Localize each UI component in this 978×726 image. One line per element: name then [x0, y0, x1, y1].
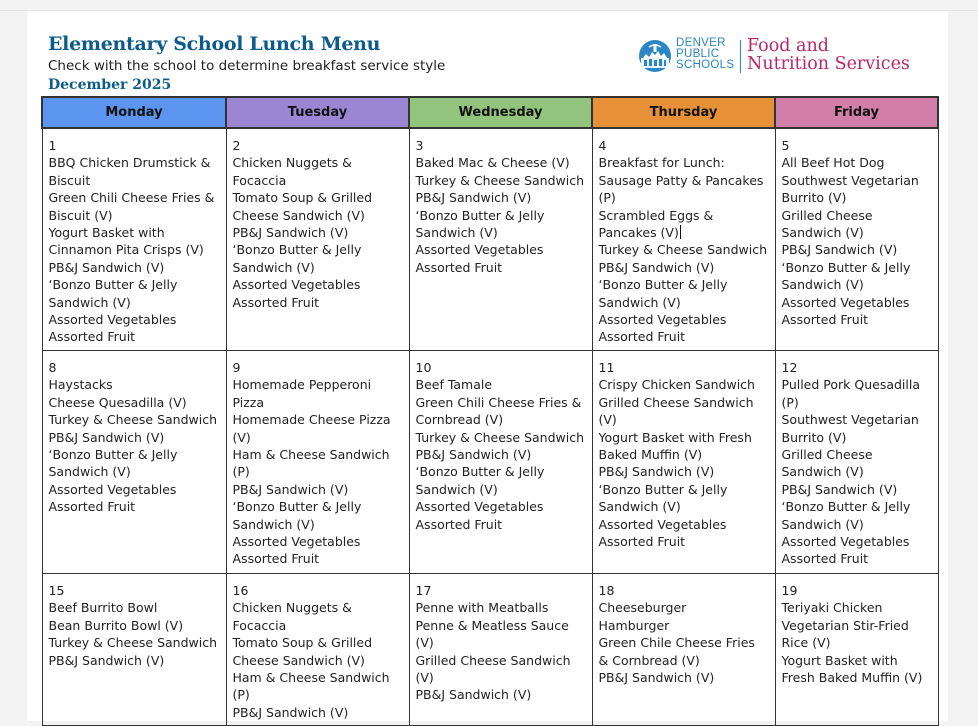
menu-item: [49, 376, 220, 393]
menu-item: [416, 446, 586, 463]
menu-item: [49, 276, 220, 311]
menu-item: [599, 634, 769, 669]
day-number: 5: [781, 138, 790, 153]
menu-item-text: ‘Bonzo Butter & Jelly Sandwich (V): [415, 207, 545, 241]
menu-item-text: Turkey & Cheese Sandwich: [48, 412, 218, 428]
menu-item-text: Assorted Fruit: [781, 312, 869, 328]
menu-item: [782, 259, 932, 294]
menu-item: [782, 207, 932, 242]
menu-item: [416, 498, 586, 515]
menu-item-text: Haystacks: [48, 377, 113, 393]
menu-item: [233, 154, 403, 189]
menu-item: [416, 686, 586, 703]
menu-item-text: ‘Bonzo Butter & Jelly Sandwich (V): [781, 259, 911, 293]
day-cell[interactable]: [226, 128, 409, 350]
menu-item-text: Baked Mac & Cheese (V): [415, 155, 570, 171]
menu-item: [782, 652, 932, 687]
menu-item-text: ‘Bonzo Butter & Jelly Sandwich (V): [48, 446, 178, 480]
page-subtitle: Check with the school to determine breakfast service style: [48, 58, 446, 74]
menu-item-text: Tomato Soup & Grilled Cheese Sandwich (V): [232, 635, 373, 668]
day-header-row: [42, 97, 938, 128]
menu-body: [42, 128, 938, 726]
menu-item: [416, 652, 586, 687]
menu-item-text: Bean Burrito Bowl (V): [48, 617, 184, 633]
menu-item: [233, 481, 403, 498]
menu-item-text: Yogurt Basket with Fresh Baked Muffin (V): [598, 429, 752, 462]
menu-item-text: Cheeseburger: [598, 600, 687, 616]
fns-line: Nutrition Services: [747, 54, 910, 74]
menu-item: [782, 294, 932, 311]
day-number: 2: [232, 138, 241, 153]
menu-item: [49, 652, 220, 669]
menu-item-text: PB&J Sandwich (V): [598, 669, 715, 685]
day-cell[interactable]: [592, 573, 775, 725]
menu-item-text: Assorted Fruit: [415, 516, 503, 532]
menu-item-text: Assorted Fruit: [781, 551, 869, 567]
menu-item-text: ‘Bonzo Butter & Jelly Sandwich (V): [781, 499, 911, 532]
menu-item-text: Southwest Vegetarian Burrito (V): [781, 172, 919, 206]
menu-item: [233, 411, 403, 446]
page-title: Elementary School Lunch Menu: [48, 33, 381, 55]
menu-item: [416, 463, 586, 498]
menu-item-text: Homemade Cheese Pizza (V): [232, 412, 391, 445]
dps-emblem-icon: [638, 39, 672, 73]
menu-item-text: Grilled Cheese Sandwich (V): [781, 207, 873, 241]
menu-item: [49, 259, 220, 276]
menu-item-text: PB&J Sandwich (V): [415, 687, 532, 703]
menu-item-text: Crispy Chicken Sandwich: [598, 377, 755, 393]
menu-item-text: Ham & Cheese Sandwich (P): [232, 446, 390, 480]
menu-item: [782, 533, 932, 550]
menu-item-text: Tomato Soup & Grilled Cheese Sandwich (V): [232, 190, 373, 223]
menu-item-text: Green Chile Cheese Fries & Cornbread (V): [598, 635, 755, 668]
menu-item: [782, 172, 932, 207]
menu-item-text: Assorted Fruit: [232, 551, 320, 567]
menu-item-text: Homemade Pepperoni Pizza: [232, 377, 372, 410]
header-thursday: Thursday: [592, 97, 775, 128]
menu-item-text: Beef Tamale: [415, 377, 493, 393]
menu-item: [782, 550, 932, 567]
menu-item: [416, 429, 586, 446]
menu-item: [599, 463, 769, 480]
menu-item: [599, 669, 769, 686]
menu-item-text: PB&J Sandwich (V): [232, 704, 349, 720]
menu-item: [416, 516, 586, 533]
menu-item: [233, 498, 403, 533]
menu-item: [782, 311, 932, 328]
menu-item: [599, 154, 769, 171]
menu-item: [233, 533, 403, 550]
menu-item-text: Yogurt Basket with Fresh Baked Muffin (V): [781, 652, 923, 685]
menu-item: [49, 429, 220, 446]
day-number: 10: [415, 359, 432, 375]
menu-item-text: PB&J Sandwich (V): [781, 242, 898, 258]
menu-item: [599, 533, 769, 550]
menu-item: [599, 328, 769, 345]
week-row: [42, 573, 938, 725]
header-monday: Monday: [42, 97, 226, 128]
menu-item-text: Green Chili Cheese Fries & Biscuit (V): [48, 190, 215, 223]
menu-item: [233, 294, 403, 311]
menu-item-text: Assorted Fruit: [48, 499, 136, 515]
day-number: 18: [598, 582, 615, 598]
day-number: 17: [415, 582, 432, 598]
menu-item: [233, 550, 403, 567]
menu-item-text: PB&J Sandwich (V): [48, 429, 165, 445]
menu-item-text: Assorted Vegetables: [232, 277, 361, 293]
menu-item-text: BBQ Chicken Drumstick & Biscuit: [48, 155, 211, 188]
menu-item: [49, 481, 220, 498]
menu-item-text: Assorted Vegetables: [415, 499, 544, 515]
menu-item-text: Yogurt Basket with Cinnamon Pita Crisps (V): [48, 225, 204, 258]
menu-item-text: Scrambled Eggs & Pancakes (V): [598, 207, 714, 241]
menu-item-text: Grilled Cheese Sandwich (V): [781, 446, 873, 480]
day-cell[interactable]: [592, 350, 775, 573]
menu-item-text: PB&J Sandwich (V): [415, 446, 532, 462]
menu-item-text: Assorted Fruit: [598, 533, 686, 549]
day-number: 19: [781, 582, 798, 598]
day-number: 12: [781, 359, 798, 375]
menu-item-text: Assorted Fruit: [598, 329, 686, 345]
menu-item: [416, 189, 586, 206]
menu-item-text: PB&J Sandwich (V): [598, 259, 715, 275]
menu-item-text: Sausage Patty & Pancakes (P): [598, 172, 764, 206]
menu-item: [782, 617, 932, 652]
text-cursor: [680, 225, 681, 239]
menu-item-text: Beef Burrito Bowl: [48, 600, 158, 616]
menu-item: [233, 276, 403, 293]
menu-item-text: Ham & Cheese Sandwich (P): [232, 669, 390, 703]
menu-item: [233, 704, 403, 721]
menu-item-text: Assorted Vegetables: [232, 533, 361, 549]
logo: [638, 37, 923, 77]
menu-item-text: Chicken Nuggets & Focaccia: [232, 600, 352, 633]
menu-item: [49, 328, 220, 345]
day-cell[interactable]: [592, 128, 775, 350]
day-cell[interactable]: [42, 128, 226, 350]
menu-item: [233, 634, 403, 669]
menu-item: [599, 172, 769, 207]
menu-item: [599, 311, 769, 328]
menu-item-text: Cheese Quesadilla (V): [48, 394, 187, 410]
menu-item: [49, 498, 220, 515]
header-tuesday: Tuesday: [226, 97, 409, 128]
day-cell[interactable]: [226, 350, 409, 573]
menu-item: [416, 154, 586, 171]
menu-item-text: PB&J Sandwich (V): [48, 652, 165, 668]
menu-item-text: Penne with Meatballs: [415, 600, 549, 616]
menu-item-text: Turkey & Cheese Sandwich: [598, 242, 768, 258]
menu-item: [416, 617, 586, 652]
menu-item-text: ‘Bonzo Butter & Jelly Sandwich (V): [232, 499, 362, 532]
menu-item-text: Assorted Vegetables: [415, 242, 544, 258]
dps-line: PUBLIC: [676, 48, 720, 60]
menu-item: [599, 429, 769, 464]
menu-item-text: Grilled Cheese Sandwich (V): [415, 652, 571, 685]
menu-item-text: Assorted Vegetables: [48, 481, 177, 497]
day-number: 11: [598, 359, 615, 375]
menu-item: [599, 241, 769, 258]
menu-item-text: Assorted Fruit: [415, 259, 503, 275]
menu-item-text: Chicken Nuggets & Focaccia: [232, 155, 352, 188]
menu-item: [782, 498, 932, 533]
menu-item-text: PB&J Sandwich (V): [415, 190, 532, 206]
day-cell[interactable]: [42, 573, 226, 725]
menu-item-text: Green Chili Cheese Fries & Cornbread (V): [415, 394, 582, 428]
menu-item: [49, 446, 220, 481]
menu-item-text: Assorted Vegetables: [48, 312, 177, 328]
month-label: December 2025: [48, 77, 172, 93]
menu-item: [782, 481, 932, 498]
day-number: 3: [415, 138, 424, 153]
day-cell[interactable]: [409, 350, 592, 573]
day-number: 16: [232, 582, 249, 598]
day-cell[interactable]: [42, 350, 226, 573]
menu-item: [416, 599, 586, 616]
menu-item-text: PB&J Sandwich (V): [48, 259, 165, 275]
menu-item-text: All Beef Hot Dog: [781, 155, 885, 171]
menu-item: [599, 617, 769, 634]
day-cell[interactable]: [226, 573, 409, 725]
menu-item: [233, 189, 403, 224]
menu-item: [416, 241, 586, 258]
day-number: 1: [48, 138, 57, 153]
menu-item-text: Teriyaki Chicken: [781, 600, 883, 616]
menu-item-text: Assorted Vegetables: [598, 516, 727, 532]
menu-item: [416, 172, 586, 189]
menu-item: [782, 411, 932, 446]
menu-item: [233, 224, 403, 241]
menu-item: [416, 376, 586, 393]
week-row: [42, 350, 938, 573]
menu-item-text: ‘Bonzo Butter & Jelly Sandwich (V): [232, 242, 362, 275]
menu-item-text: PB&J Sandwich (V): [598, 464, 715, 480]
dps-line: DENVER: [676, 37, 726, 49]
header-wednesday: Wednesday: [409, 97, 592, 128]
menu-item-text: PB&J Sandwich (V): [232, 481, 349, 497]
menu-item-text: Turkey & Cheese Sandwich: [415, 429, 585, 445]
menu-item: [233, 376, 403, 411]
menu-item-text: Assorted Vegetables: [781, 294, 910, 310]
menu-item: [233, 241, 403, 276]
menu-item: [233, 669, 403, 704]
menu-item-text: ‘Bonzo Butter & Jelly Sandwich (V): [48, 277, 178, 310]
menu-item-text: Breakfast for Lunch:: [598, 155, 725, 171]
menu-item: [782, 154, 932, 171]
day-number: 8: [48, 359, 57, 375]
day-number: 4: [598, 138, 607, 153]
menu-item-text: PB&J Sandwich (V): [232, 225, 349, 241]
menu-item: [599, 259, 769, 276]
dps-line: SCHOOLS: [676, 59, 735, 71]
day-cell[interactable]: [775, 573, 938, 725]
menu-item: [49, 634, 220, 651]
menu-item: [782, 241, 932, 258]
menu-item-text: Assorted Vegetables: [781, 533, 910, 549]
day-cell[interactable]: [775, 128, 938, 350]
day-number: 15: [48, 582, 65, 598]
menu-item: [599, 394, 769, 429]
menu-item: [782, 599, 932, 616]
menu-item-text: Penne & Meatless Sauce (V): [415, 617, 569, 651]
fns-wordmark: [747, 37, 910, 73]
menu-item: [49, 394, 220, 411]
menu-item: [599, 481, 769, 516]
dps-wordmark: [676, 38, 734, 71]
menu-item-text: ‘Bonzo Butter & Jelly Sandwich (V): [415, 464, 545, 497]
menu-item-text: ‘Bonzo Butter & Jelly Sandwich (V): [598, 481, 728, 515]
menu-item: [49, 411, 220, 428]
menu-item: [416, 207, 586, 242]
menu-item-text: Hamburger: [598, 617, 670, 633]
menu-item: [782, 446, 932, 481]
menu-item: [416, 394, 586, 429]
menu-item: [49, 154, 220, 189]
menu-item: [599, 376, 769, 393]
day-number: 9: [232, 359, 241, 375]
lunch-menu-table: [41, 96, 939, 726]
menu-item-text: Southwest Vegetarian Burrito (V): [781, 412, 919, 445]
menu-item-text: Turkey & Cheese Sandwich: [48, 635, 218, 651]
menu-item: [782, 376, 932, 411]
menu-item: [233, 599, 403, 634]
menu-item-text: Assorted Fruit: [232, 294, 320, 310]
menu-item-text: ‘Bonzo Butter & Jelly Sandwich (V): [598, 277, 728, 310]
document-page: [27, 11, 948, 721]
menu-item: [599, 276, 769, 311]
day-cell[interactable]: [409, 573, 592, 725]
menu-item-text: Vegetarian Stir-Fried Rice (V): [781, 617, 909, 651]
menu-item: [49, 311, 220, 328]
menu-item: [49, 599, 220, 616]
menu-item-text: Grilled Cheese Sandwich (V): [598, 394, 754, 428]
menu-item-text: Turkey & Cheese Sandwich: [415, 172, 585, 188]
menu-item-text: Assorted Fruit: [48, 329, 136, 345]
menu-item: [416, 259, 586, 276]
week-row: [42, 128, 938, 350]
menu-item-text: Assorted Vegetables: [598, 312, 727, 328]
menu-item: [49, 224, 220, 259]
menu-item-text: PB&J Sandwich (V): [781, 481, 898, 497]
menu-item: [49, 617, 220, 634]
menu-item: [49, 189, 220, 224]
fns-line: Food and: [747, 36, 829, 56]
day-cell[interactable]: [775, 350, 938, 573]
menu-item: [233, 446, 403, 481]
menu-item: [599, 207, 769, 242]
menu-item: [599, 516, 769, 533]
header-friday: Friday: [775, 97, 938, 128]
day-cell[interactable]: [409, 128, 592, 350]
logo-divider: [740, 40, 741, 73]
menu-item-text: Pulled Pork Quesadilla (P): [781, 377, 921, 410]
menu-item: [599, 599, 769, 616]
